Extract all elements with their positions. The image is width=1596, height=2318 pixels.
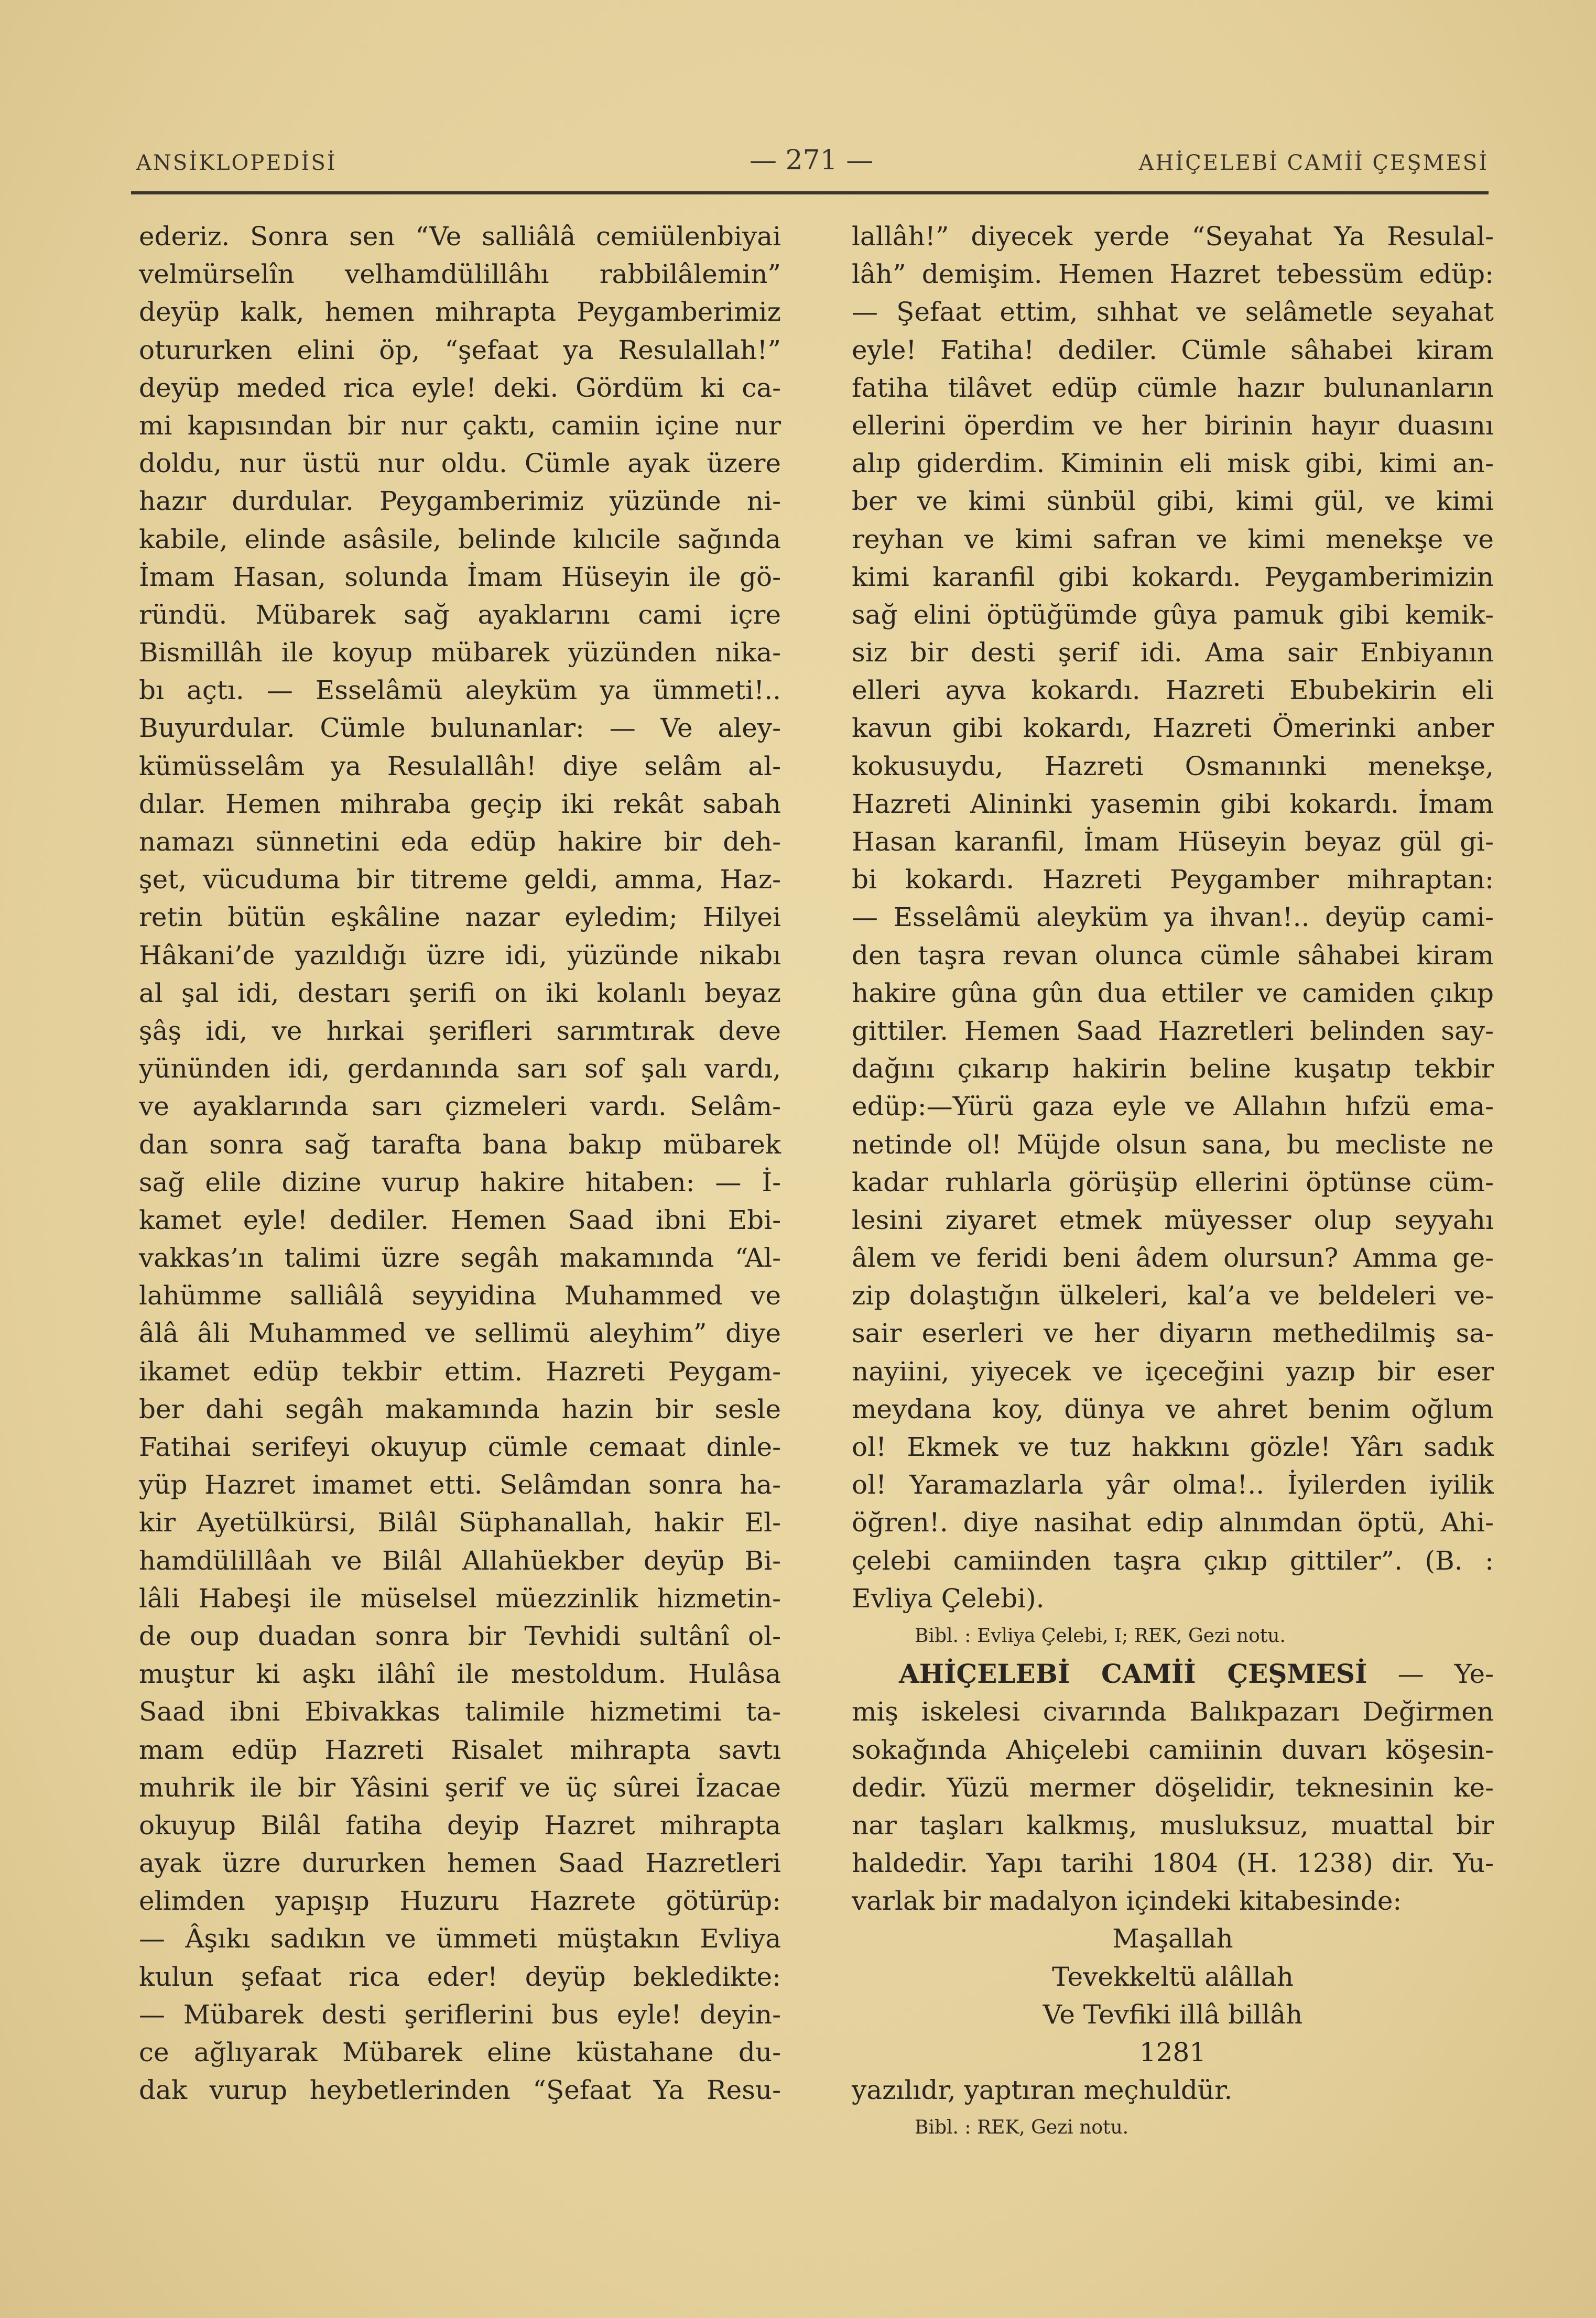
text-line: nayiini, yiyecek ve içeceğini yazıp bir eser [852,1356,1494,1387]
text-line: zip dolaştığın ülkeleri, kal’a ve beldeleri ve- [852,1280,1494,1311]
text-line: — Mübarek desti şeriflerini bus eyle! deyin- [139,1999,781,2030]
text-line: kimi karanfil gibi kokardı. Peygamberimizin [852,561,1494,592]
text-line: Hazreti Alininki yasemin gibi kokardı. İmam [852,788,1494,819]
text-line: âlem ve feridi beni âdem olursun? Amma ge- [852,1243,1494,1274]
text-line: haldedir. Yapı tarihi 1804 (H. 1238) dir. Yu- [852,1848,1494,1879]
text-line: alıp giderdim. Kiminin eli misk gibi, kimi an- [852,448,1494,479]
text-line: dedir. Yüzü mermer döşelidir, teknesinin ke- [852,1772,1494,1803]
text-line: gittiler. Hemen Saad Hazretleri belinden say- [852,1015,1494,1046]
entry-first-line: — Ye- [1397,1659,1494,1690]
header-rule [131,191,1489,194]
text-line: kamet eyle! dediler. Hemen Saad ibni Ebi- [139,1204,781,1235]
text-line: sokağında Ahiçelebi camiinin duvarı köşesin- [852,1734,1494,1765]
text-line: lahümme salliâlâ seyyidina Muhammed ve [139,1280,781,1311]
left-column [139,217,781,2109]
header-right: AHİÇELEBİ CAMİİ ÇEŞMESİ [1138,151,1489,175]
text-line: namazı sünnetini eda edüp hakire bir deh- [139,826,781,857]
entry-title: AHİÇELEBİ CAMİİ ÇEŞMESİ [899,1658,1367,1690]
text-line: ber ve kimi sünbül gibi, kimi gül, ve kimi [852,486,1494,517]
text-line: ellerini öperdim ve her birinin hayır duasını [852,410,1494,441]
text-line: öğren!. diye nasihat edip alnımdan öptü, Ahi- [852,1507,1494,1538]
text-line: kadar ruhlarla görüşüp ellerini öptünse cüm- [852,1167,1494,1198]
text-line: ce ağlıyarak Mübarek eline küstahane du- [139,2037,781,2067]
text-line: sair eserleri ve her diyarın methedilmiş sa- [852,1318,1494,1349]
text-line: ikamet edüp tekbir ettim. Hazreti Peygam- [139,1356,781,1387]
text-line: — Şefaat ettim, sıhhat ve selâmetle seyahat [852,297,1494,328]
text-line: — Âşıkı sadıkın ve ümmeti müştakın Evliya [139,1923,781,1954]
inscription-line: Ve Tevfiki illâ billâh [1043,1999,1303,2030]
text-line: lallâh!” diyecek yerde “Seyahat Ya Resulal- [852,221,1494,252]
text-line: kulun şefaat rica eder! deyüp bekledikte: [139,1961,781,1992]
text-line: lesini ziyaret etmek müyesser olup seyyahı [852,1204,1494,1235]
text-line: siz bir desti şerif idi. Ama sair Enbiyanın [852,637,1494,668]
inscription [852,1920,1494,2071]
text-line: ayak üzre dururken hemen Saad Hazretleri [139,1848,781,1879]
text-line: mi kapısından bir nur çaktı, camiin içine nur [139,410,781,441]
text-line: sağ elini öptüğümde gûya pamuk gibi kemik- [852,599,1494,630]
text-line: hamdülillâah ve Bilâl Allahüekber deyüp Bi- [139,1545,781,1576]
text-line: ve ayaklarında sarı çizmeleri vardı. Selâm- [139,1091,781,1122]
text-line: okuyup Bilâl fatiha deyip Hazret mihrapta [139,1810,781,1841]
text-line: bı açtı. — Esselâmü aleyküm ya ümmeti!.. [139,675,781,706]
text-line: yüp Hazret imamet etti. Selâmdan sonra ha- [139,1470,781,1500]
text-line: Bismillâh ile koyup mübarek yüzünden nika- [139,637,781,668]
text-line: lâli Habeşi ile müselsel müezzinlik hizmetin- [139,1583,781,1614]
inscription-line: 1281 [1139,2037,1207,2067]
text-line: dak vurup heybetlerinden “Şefaat Ya Resu- [139,2075,781,2106]
text-line: eyle! Fatiha! dediler. Cümle sâhabei kiram [852,334,1494,365]
text-line: ber dahi segâh makamında hazin bir sesle [139,1394,781,1424]
text-line: çelebi camiinden taşra çıkıp gittiler”. (B. : [852,1545,1494,1576]
text-line: âlâ âli Muhammed ve sellimü aleyhim” diye [139,1318,781,1349]
text-line: muhrik ile bir Yâsini şerif ve üç sûrei İzacae [139,1772,781,1803]
text-line: kir Ayetülkürsi, Bilâl Süphanallah, hakir El- [139,1507,781,1538]
text-line: hakire gûna gûn dua ettiler ve camiden çıkıp [852,977,1494,1008]
text-line: edüp:—Yürü gaza eyle ve Allahın hıfzü ema- [852,1091,1494,1122]
text-line: vakkas’ın talimi üzre segâh makamında “Al- [139,1243,781,1274]
text-line: elimden yapışıp Huzuru Hazrete götürüp: [139,1886,781,1917]
text-line: ol! Ekmek ve tuz hakkını gözle! Yârı sadık [852,1432,1494,1462]
text-line: dılar. Hemen mihraba geçip iki rekât sabah [139,788,781,819]
text-line: yününden idi, gerdanında sarı sof şalı vardı, [139,1053,781,1084]
text-line: reyhan ve kimi safran ve kimi menekşe ve [852,524,1494,554]
entry-bibliography: Bibl. : REK, Gezi notu. [915,2117,1129,2139]
text-line: bi kokardı. Hazreti Peygamber mihraptan: [852,864,1494,895]
text-line: nar taşları kalkmış, musluksuz, muattal bir [852,1810,1494,1841]
text-line: kokusuydu, Hazreti Osmanınki menekşe, [852,750,1494,781]
text-line: miş iskelesi civarında Balıkpazarı Değirmen [852,1696,1494,1727]
text-line: kabile, elinde asâsile, belinde kılıcile sağında [139,524,781,554]
text-line: netinde ol! Müjde olsun sana, bu mecliste ne [852,1129,1494,1160]
bibliography-note: Bibl. : Evliya Çelebi, I; REK, Gezi notu. [915,1625,1286,1647]
entry-heading-line [852,1655,1494,1693]
text-line: meydana koy, dünya ve ahret benim oğlum [852,1394,1494,1424]
text-line: sağ elile dizine vurup hakire hitaben: — İ- [139,1167,781,1198]
text-line: retin bütün eşkâline nazar eyledim; Hilyei [139,902,781,933]
text-line: Evliya Çelebi). [852,1583,1045,1614]
entry-closing-line: yazılıdr, yaptıran meçhuldür. [852,2075,1233,2106]
text-line: ederiz. Sonra sen “Ve salliâlâ cemiülenbiyai [139,221,781,252]
text-line: lâh” demişim. Hemen Hazret tebessüm edüp: [852,259,1494,290]
text-line: elleri ayva kokardı. Hazreti Ebubekirin eli [852,675,1494,706]
text-line: varlak bir madalyon içindeki kitabesinde: [852,1886,1402,1917]
right-column [852,217,1494,2147]
text-line: Hâkani’de yazıldığı üzre idi, yüzünde nikabı [139,940,781,971]
text-line: dan sonra sağ tarafta bana bakıp mübarek [139,1129,781,1160]
inscription-line: Maşallah [1112,1923,1233,1954]
text-line: Saad ibni Ebivakkas talimile hizmetimi ta- [139,1696,781,1727]
text-line: doldu, nur üstü nur oldu. Cümle ayak üzere [139,448,781,479]
text-line: otururken elini öp, “şefaat ya Resulallah!” [139,334,781,365]
text-line: mam edüp Hazreti Risalet mihrapta savtı [139,1734,781,1765]
text-line: Buyurdular. Cümle bulunanlar: — Ve aley- [139,713,781,744]
right-column-continuation [852,217,1494,1617]
text-line: fatiha tilâvet edüp cümle hazır bulunanların [852,372,1494,403]
text-line: dağını çıkarıp hakirin beline kuşatıp tekbir [852,1053,1494,1084]
text-line: Fatihai serifeyi okuyup cümle cemaat dinle- [139,1432,781,1462]
page-header [136,140,1489,188]
text-line: al şal idi, destarı şerifi on iki kolanlı beyaz [139,977,781,1008]
text-line: deyüp meded rica eyle! deki. Gördüm ki ca- [139,372,781,403]
text-line: kümüsselâm ya Resulallâh! diye selâm al- [139,750,781,781]
text-line: de oup duadan sonra bir Tevhidi sultânî ol- [139,1620,781,1651]
text-line: ründü. Mübarek sağ ayaklarını cami içre [139,599,781,630]
text-line: hazır durdular. Peygamberimiz yüzünde ni- [139,486,781,517]
text-line: velmürselîn velhamdülillâhı rabbilâlemin” [139,259,781,290]
text-line: deyüp kalk, hemen mihrapta Peygamberimiz [139,297,781,328]
entry-body [852,1693,1494,1920]
text-line: ol! Yaramazlarla yâr olma!.. İyilerden iyilik [852,1470,1494,1500]
text-line: İmam Hasan, solunda İmam Hüseyin ile gö- [139,561,781,592]
text-line: — Esselâmü aleyküm ya ihvan!.. deyüp cami- [852,902,1494,933]
text-line: den taşra revan olunca cümle sâhabei kiram [852,940,1494,971]
text-line: şet, vücuduma bir titreme geldi, amma, Haz- [139,864,781,895]
inscription-line: Tevekkeltü alâllah [1052,1961,1294,1992]
text-line: Hasan karanfil, İmam Hüseyin beyaz gül gi- [852,826,1494,857]
text-line: şâş idi, ve hırkai şerifleri sarımtırak deve [139,1015,781,1046]
page-number: — 271 — [750,145,874,176]
header-left: ANSİKLOPEDİSİ [136,151,337,175]
text-line: kavun gibi kokardı, Hazreti Ömerinki anber [852,713,1494,744]
text-line: muştur ki aşkı ilâhî ile mestoldum. Hulâsa [139,1659,781,1690]
